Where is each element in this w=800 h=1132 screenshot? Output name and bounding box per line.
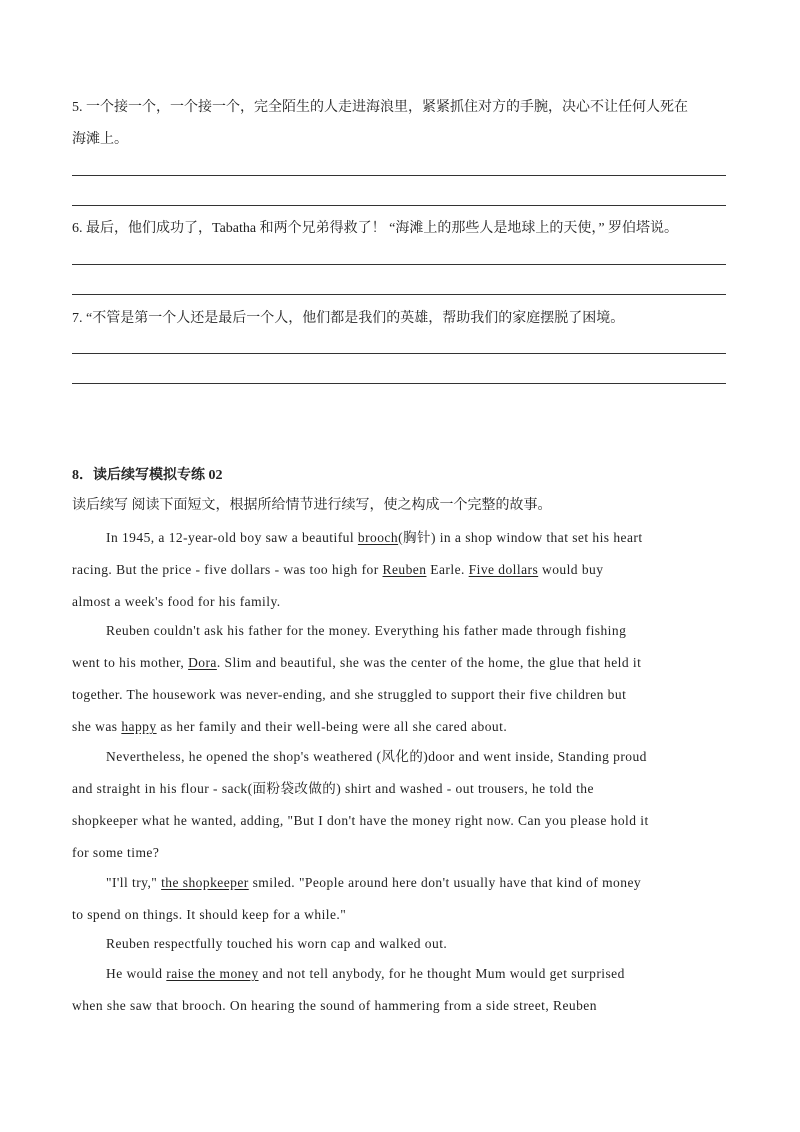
passage-line: went to his mother, Dora. Slim and beautiful, she was the center of the home, the glue that held it bbox=[72, 655, 642, 670]
question-number: 5. bbox=[72, 100, 83, 115]
underlined-word: Reuben bbox=[382, 562, 427, 577]
underlined-word: raise the money bbox=[166, 966, 259, 981]
question-number: 7. bbox=[72, 311, 83, 326]
underlined-word: Dora bbox=[188, 655, 217, 670]
answer-line[interactable] bbox=[72, 175, 726, 176]
passage-line: Nevertheless, he opened the shop's weathered (风化的)door and went inside, Standing proud bbox=[106, 749, 647, 764]
passage-line: "I'll try," the shopkeeper smiled. "People around here don't usually have that kind of money bbox=[106, 875, 642, 890]
question-text: 最后，他们成功了，Tabatha 和两个兄弟得救了！ “海滩上的那些人是地球上的天使，” 罗伯塔说。 bbox=[86, 221, 679, 236]
passage-line: racing. But the price - five dollars - was too high for Reuben Earle. Five dollars would buy bbox=[72, 562, 604, 577]
section-instruction: 读后续写 阅读下面短文，根据所给情节进行续写，使之构成一个完整的故事。 bbox=[72, 498, 552, 513]
underlined-word: the shopkeeper bbox=[161, 875, 249, 890]
question-text: 一个接一个，一个接一个，完全陌生的人走进海浪里，紧紧抓住对方的手腕，决心不让任何人死在 bbox=[86, 100, 688, 115]
passage-line: In 1945, a 12-year-old boy saw a beautiful brooch(胸针) in a shop window that set his heart bbox=[106, 530, 643, 545]
answer-line[interactable] bbox=[72, 383, 726, 384]
question-5-continued: 海滩上。 bbox=[72, 132, 128, 147]
passage-line: she was happy as her family and their well-being were all she cared about. bbox=[72, 719, 508, 734]
answer-line[interactable] bbox=[72, 264, 726, 265]
underlined-word: brooch bbox=[357, 530, 399, 545]
passage-line: together. The housework was never-ending, and she struggled to support their five children but bbox=[72, 687, 627, 702]
question-6 bbox=[72, 219, 678, 239]
passage-line: He would raise the money and not tell anybody, for he thought Mum would get surprised bbox=[106, 966, 625, 981]
underlined-word: happy bbox=[121, 719, 157, 734]
answer-line[interactable] bbox=[72, 353, 726, 354]
passage-line: for some time? bbox=[72, 845, 160, 860]
passage-line: Reuben couldn't ask his father for the money. Everything his father made through fishing bbox=[106, 623, 627, 638]
underlined-word: Five dollars bbox=[468, 562, 539, 577]
question-number: 6. bbox=[72, 221, 83, 236]
passage-line: and straight in his flour - sack(面粉袋改做的) shirt and washed - out trousers, he told the bbox=[72, 781, 594, 796]
section-heading: 8．读后续写模拟专练 02 bbox=[72, 468, 223, 483]
question-text: “不管是第一个人还是最后一个人，他们都是我们的英雄，帮助我们的家庭摆脱了困境。 bbox=[86, 311, 625, 326]
passage-line: to spend on things. It should keep for a while." bbox=[72, 907, 347, 922]
passage-line: when she saw that brooch. On hearing the sound of hammering from a side street, Reuben bbox=[72, 998, 597, 1013]
passage-line: shopkeeper what he wanted, adding, "But I don't have the money right now. Can you please hold it bbox=[72, 813, 649, 828]
passage-line: almost a week's food for his family. bbox=[72, 594, 281, 609]
question-7 bbox=[72, 309, 624, 329]
answer-line[interactable] bbox=[72, 294, 726, 295]
passage-line: Reuben respectfully touched his worn cap and walked out. bbox=[106, 936, 448, 951]
answer-line[interactable] bbox=[72, 205, 726, 206]
question-5 bbox=[72, 98, 688, 118]
